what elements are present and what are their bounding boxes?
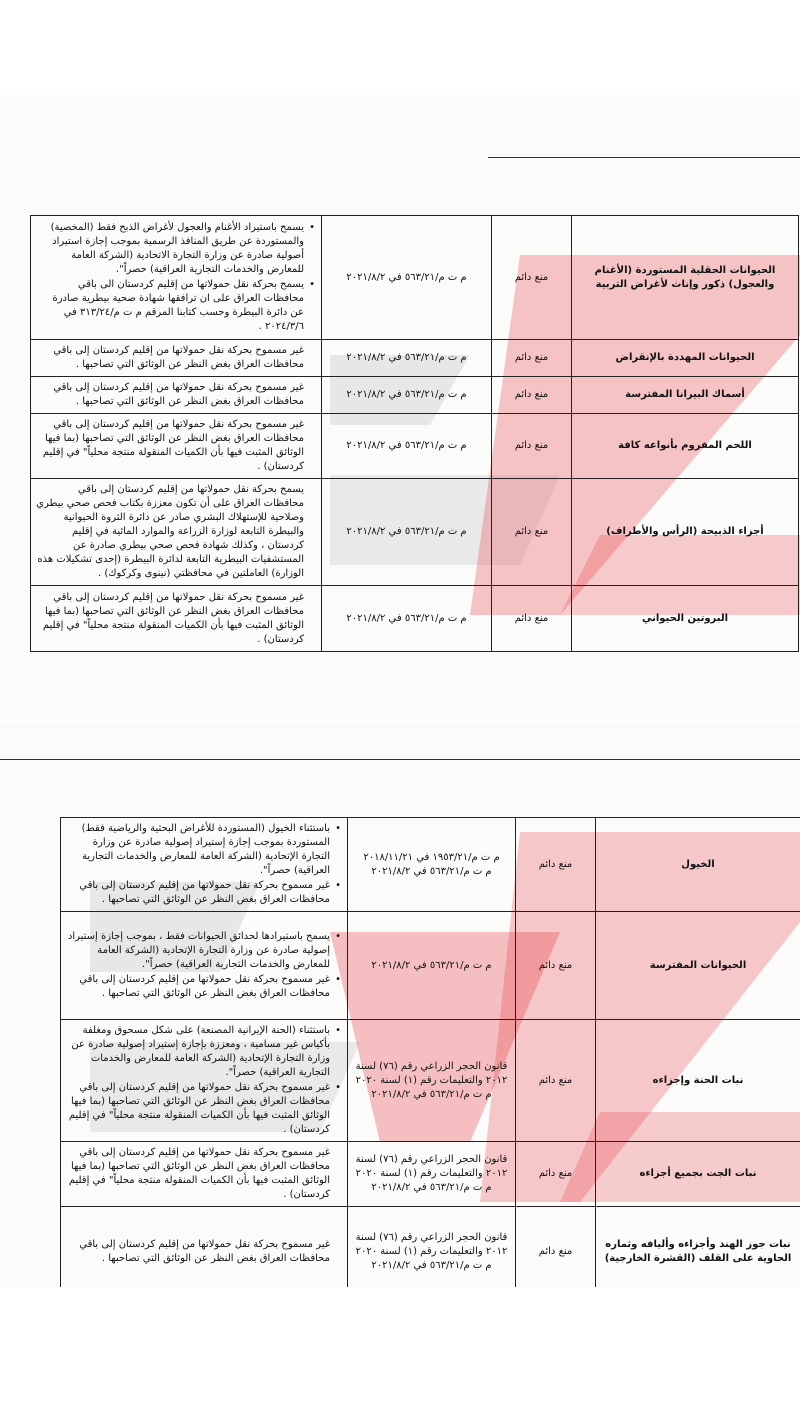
item-name-cell: اللحم المفروم بأنواعه كافة bbox=[572, 414, 799, 479]
reference-cell bbox=[348, 1020, 516, 1142]
reference-cell bbox=[348, 1142, 516, 1207]
reference-line: م ت م/٥٦٣/٢١ في ٢٠٢١/٨/٢ bbox=[371, 865, 492, 877]
note-text: يسمح بحركة نقل حمولاتها من إقليم كردستان إلى باقي محافظات العراق على أن تكون معززة بكتاب فحص صحي بيطري وصلاحية للإستهلاك البشري صادر عن دائرة الثروة الحيوانية والبيطرة التابعة لوزارة الزراعة والموارد المائية في إقليم كردستان ، وكذلك شهادة فحص صحي بيطري صادرة عن المستشفيات البيطرية التابعة لدائرة البيطرة (إحدى تشكيلات هذه الوزارة) العاملتين في محافظتي (نينوى وكركوك) . bbox=[36, 484, 304, 579]
ban-status-cell: منع دائم bbox=[516, 1142, 596, 1207]
item-name-cell: نبات الجت بجميع أجزاءه bbox=[596, 1142, 800, 1207]
note-text: غير مسموح بحركة نقل حمولاتها من إقليم كردستان إلى باقي محافظات العراق بغض النظر عن الوثائق التي تصاحبها . bbox=[79, 1238, 330, 1264]
note-text: غير مسموح بحركة نقل حمولاتها من إقليم كردستان إلى باقي محافظات العراق بغض النظر عن الوثائق التي تصاحبها (بما فيها الوثائق المثبت فيها بأن الكميات المنقولة منتجة محلياً" في إقليم كردستان) . bbox=[68, 1147, 330, 1200]
restrictions-table-1 bbox=[30, 215, 799, 652]
table-row bbox=[61, 818, 800, 912]
note-text: • يسمح باستيرادها لحدائق الحيوانات فقط ، بموجب إجازة إستيراد إصولية صادرة عن وزارة التجارة الإتحادية (الشركة العامة للمعارض والخدمات التجارية العراقية) حصراً". bbox=[66, 930, 330, 972]
note-text: • يسمح باستيراد الأغنام والعجول لأغراض الذبح فقط (المخصية) والمستوردة عن طريق المنافذ الرسمية بموجب إجازة استيراد أصولية صادرة عن وزارة التجارة الاتحادية (الشركة العامة للمعارض والخدمات التجارية العراقية) حصراً". bbox=[36, 221, 304, 277]
table-row bbox=[61, 912, 800, 1020]
reference-cell bbox=[348, 818, 516, 912]
note-text: • باستثناء الخيول (المستوردة للأغراض البحثية والرياضية فقط) المستوردة بموجب إجازة إستيراد إصولية صادرة عن وزارة التجارة الإتحادية (الشركة العامة للمعارض والخدمات التجارية العراقية) حصراً". bbox=[66, 822, 330, 878]
table-row bbox=[61, 1207, 800, 1288]
reference-line: م ت م/٥٦٣/٢١ في ٢٠٢١/٨/٢ bbox=[346, 271, 467, 283]
reference-cell bbox=[348, 912, 516, 1020]
item-name-cell: الخيول bbox=[596, 818, 800, 912]
note-text: • غير مسموح بحركة نقل حمولاتها من إقليم كردستان إلى باقي محافظات العراق بغض النظر عن الوثائق التي تصاحبها . bbox=[66, 973, 330, 1001]
reference-line: م ت م/١٩٥٣/٢١ في ٢٠١٨/١١/٢١ bbox=[363, 851, 500, 863]
item-name-cell: نبات الحنة وإجزاءه bbox=[596, 1020, 800, 1142]
document-page-1 bbox=[0, 95, 800, 720]
reference-cell bbox=[322, 216, 492, 340]
reference-cell bbox=[322, 414, 492, 479]
ban-status-cell: منع دائم bbox=[492, 586, 572, 652]
ban-status-cell: منع دائم bbox=[516, 1207, 596, 1288]
note-text: • يسمح بحركة نقل حمولاتها من إقليم كردستان الى باقي محافظات العراق على ان ترافقها شهادة صحية بيطرية صادرة عن دائرة البيطرة وحسب كتابنا المرقم م ت م/٣١٣/٢٤ في ٢٠٢٤/٣/٦ . bbox=[36, 278, 304, 334]
table-row bbox=[31, 479, 799, 586]
page-1-top-rule bbox=[488, 157, 800, 158]
notes-cell bbox=[31, 586, 322, 652]
item-name-cell: نبات جوز الهند وأجزاءه وأليافه وثماره الحاوية على القلف (القشرة الخارجية) bbox=[596, 1207, 800, 1288]
reference-cell bbox=[322, 479, 492, 586]
table-row bbox=[31, 377, 799, 414]
note-text: غير مسموح بحركة نقل حمولاتها من إقليم كردستان إلى باقي محافظات العراق بغض النظر عن الوثائق التي تصاحبها (بما فيها الوثائق المثبت فيها بأن الكميات المنقولة منتجة محلياً" في إقليم كردستان) . bbox=[42, 591, 304, 645]
reference-line: م ت م/٥٦٣/٢١ في ٢٠٢١/٨/٢ bbox=[371, 1088, 492, 1100]
page-2-top-rule bbox=[0, 759, 800, 760]
notes-cell bbox=[31, 216, 322, 340]
reference-cell bbox=[348, 1207, 516, 1288]
notes-cell bbox=[61, 818, 348, 912]
reference-line: قانون الحجر الزراعي رقم (٧٦) لسنة ٢٠١٢ والتعليمات رقم (١) لسنة ٢٠٢٠ bbox=[355, 1154, 508, 1179]
reference-line: م ت م/٥٦٣/٢١ في ٢٠٢١/٨/٢ bbox=[371, 1259, 492, 1271]
reference-line: م ت م/٥٦٣/٢١ في ٢٠٢١/٨/٢ bbox=[346, 612, 467, 624]
restrictions-table-2 bbox=[60, 817, 800, 1287]
note-text: غير مسموح بحركة نقل حمولاتها من إقليم كردستان إلى باقي محافظات العراق بغض النظر عن الوثائق التي تصاحبها . bbox=[53, 345, 304, 370]
note-text: • غير مسموح بحركة نقل حمولاتها من إقليم كردستان إلى باقي محافظات العراق بغض النظر عن الوثائق التي تصاحبها . bbox=[66, 879, 330, 907]
table-row bbox=[31, 586, 799, 652]
table-row bbox=[61, 1142, 800, 1207]
ban-status-cell: منع دائم bbox=[492, 340, 572, 377]
notes-cell bbox=[31, 479, 322, 586]
note-text: • غير مسموح بحركة نقل حمولاتها من إقليم كردستان إلى باقي محافظات العراق بغض النظر عن الوثائق التي تصاحبها (بما فيها الوثائق المثبت فيها بأن الكميات المنقولة منتجة محلياً" في إقليم كردستان) . bbox=[66, 1081, 330, 1137]
note-text: غير مسموح بحركة نقل حمولاتها من إقليم كردستان إلى باقي محافظات العراق بغض النظر عن الوثائق التي تصاحبها . bbox=[53, 382, 304, 407]
item-name-cell: أسماك البيرانا المفترسة bbox=[572, 377, 799, 414]
ban-status-cell: منع دائم bbox=[516, 1020, 596, 1142]
table-row bbox=[31, 414, 799, 479]
ban-status-cell: منع دائم bbox=[492, 377, 572, 414]
notes-cell bbox=[61, 1142, 348, 1207]
reference-line: م ت م/٥٦٣/٢١ في ٢٠٢١/٨/٢ bbox=[346, 352, 467, 363]
notes-cell bbox=[31, 414, 322, 479]
notes-cell bbox=[31, 377, 322, 414]
note-text: • باستثناء (الحنة الإيرانية المصنعة) على شكل مسحوق ومغلفة بأكياس غير مسامية ، ومعززة بإجازة إستيراد إصولية صادرة عن وزارة التجارة الإتحادية (الشركة العامة للمعارض والخدمات التجارية العراقية) حصراً". bbox=[66, 1024, 330, 1080]
notes-cell bbox=[61, 1020, 348, 1142]
ban-status-cell: منع دائم bbox=[492, 479, 572, 586]
document-page-2 bbox=[0, 722, 800, 1287]
note-text: غير مسموح بحركة نقل حمولاتها من إقليم كردستان إلى باقي محافظات العراق بغض النظر عن الوثائق التي تصاحبها (بما فيها الوثائق المثبت فيها بأن الكميات المنقولة منتجة محلياً" في إقليم كردستان) . bbox=[42, 419, 304, 472]
notes-cell bbox=[61, 912, 348, 1020]
reference-cell bbox=[322, 340, 492, 377]
table-row bbox=[31, 340, 799, 377]
notes-cell bbox=[61, 1207, 348, 1288]
ban-status-cell: منع دائم bbox=[492, 414, 572, 479]
notes-cell bbox=[31, 340, 322, 377]
table-row bbox=[61, 1020, 800, 1142]
reference-line: م ت م/٥٦٣/٢١ في ٢٠٢١/٨/٢ bbox=[371, 959, 492, 971]
table-row bbox=[31, 216, 799, 340]
item-name-cell: الحيوانات المهددة بالإنقراض bbox=[572, 340, 799, 377]
ban-status-cell: منع دائم bbox=[516, 818, 596, 912]
item-name-cell: أجزاء الذبيحة (الرأس والأطراف) bbox=[572, 479, 799, 586]
reference-cell bbox=[322, 377, 492, 414]
item-name-cell: الحيوانات المفترسة bbox=[596, 912, 800, 1020]
reference-line: م ت م/٥٦٣/٢١ في ٢٠٢١/٨/٢ bbox=[346, 440, 467, 451]
item-name-cell: البروتين الحيواني bbox=[572, 586, 799, 652]
reference-line: قانون الحجر الزراعي رقم (٧٦) لسنة ٢٠١٢ والتعليمات رقم (١) لسنة ٢٠٢٠ bbox=[355, 1060, 508, 1086]
ban-status-cell: منع دائم bbox=[492, 216, 572, 340]
reference-line: م ت م/٥٦٣/٢١ في ٢٠٢١/٨/٢ bbox=[346, 389, 467, 400]
reference-line: م ت م/٥٦٣/٢١ في ٢٠٢١/٨/٢ bbox=[371, 1182, 492, 1193]
reference-line: قانون الحجر الزراعي رقم (٧٦) لسنة ٢٠١٢ والتعليمات رقم (١) لسنة ٢٠٢٠ bbox=[355, 1231, 508, 1257]
reference-line: م ت م/٥٦٣/٢١ في ٢٠٢١/٨/٢ bbox=[346, 526, 467, 537]
reference-cell bbox=[322, 586, 492, 652]
ban-status-cell: منع دائم bbox=[516, 912, 596, 1020]
item-name-cell: الحيوانات الحقلية المستوردة (الأغنام والعجول) ذكور وإناث لأغراض التربية bbox=[572, 216, 799, 340]
